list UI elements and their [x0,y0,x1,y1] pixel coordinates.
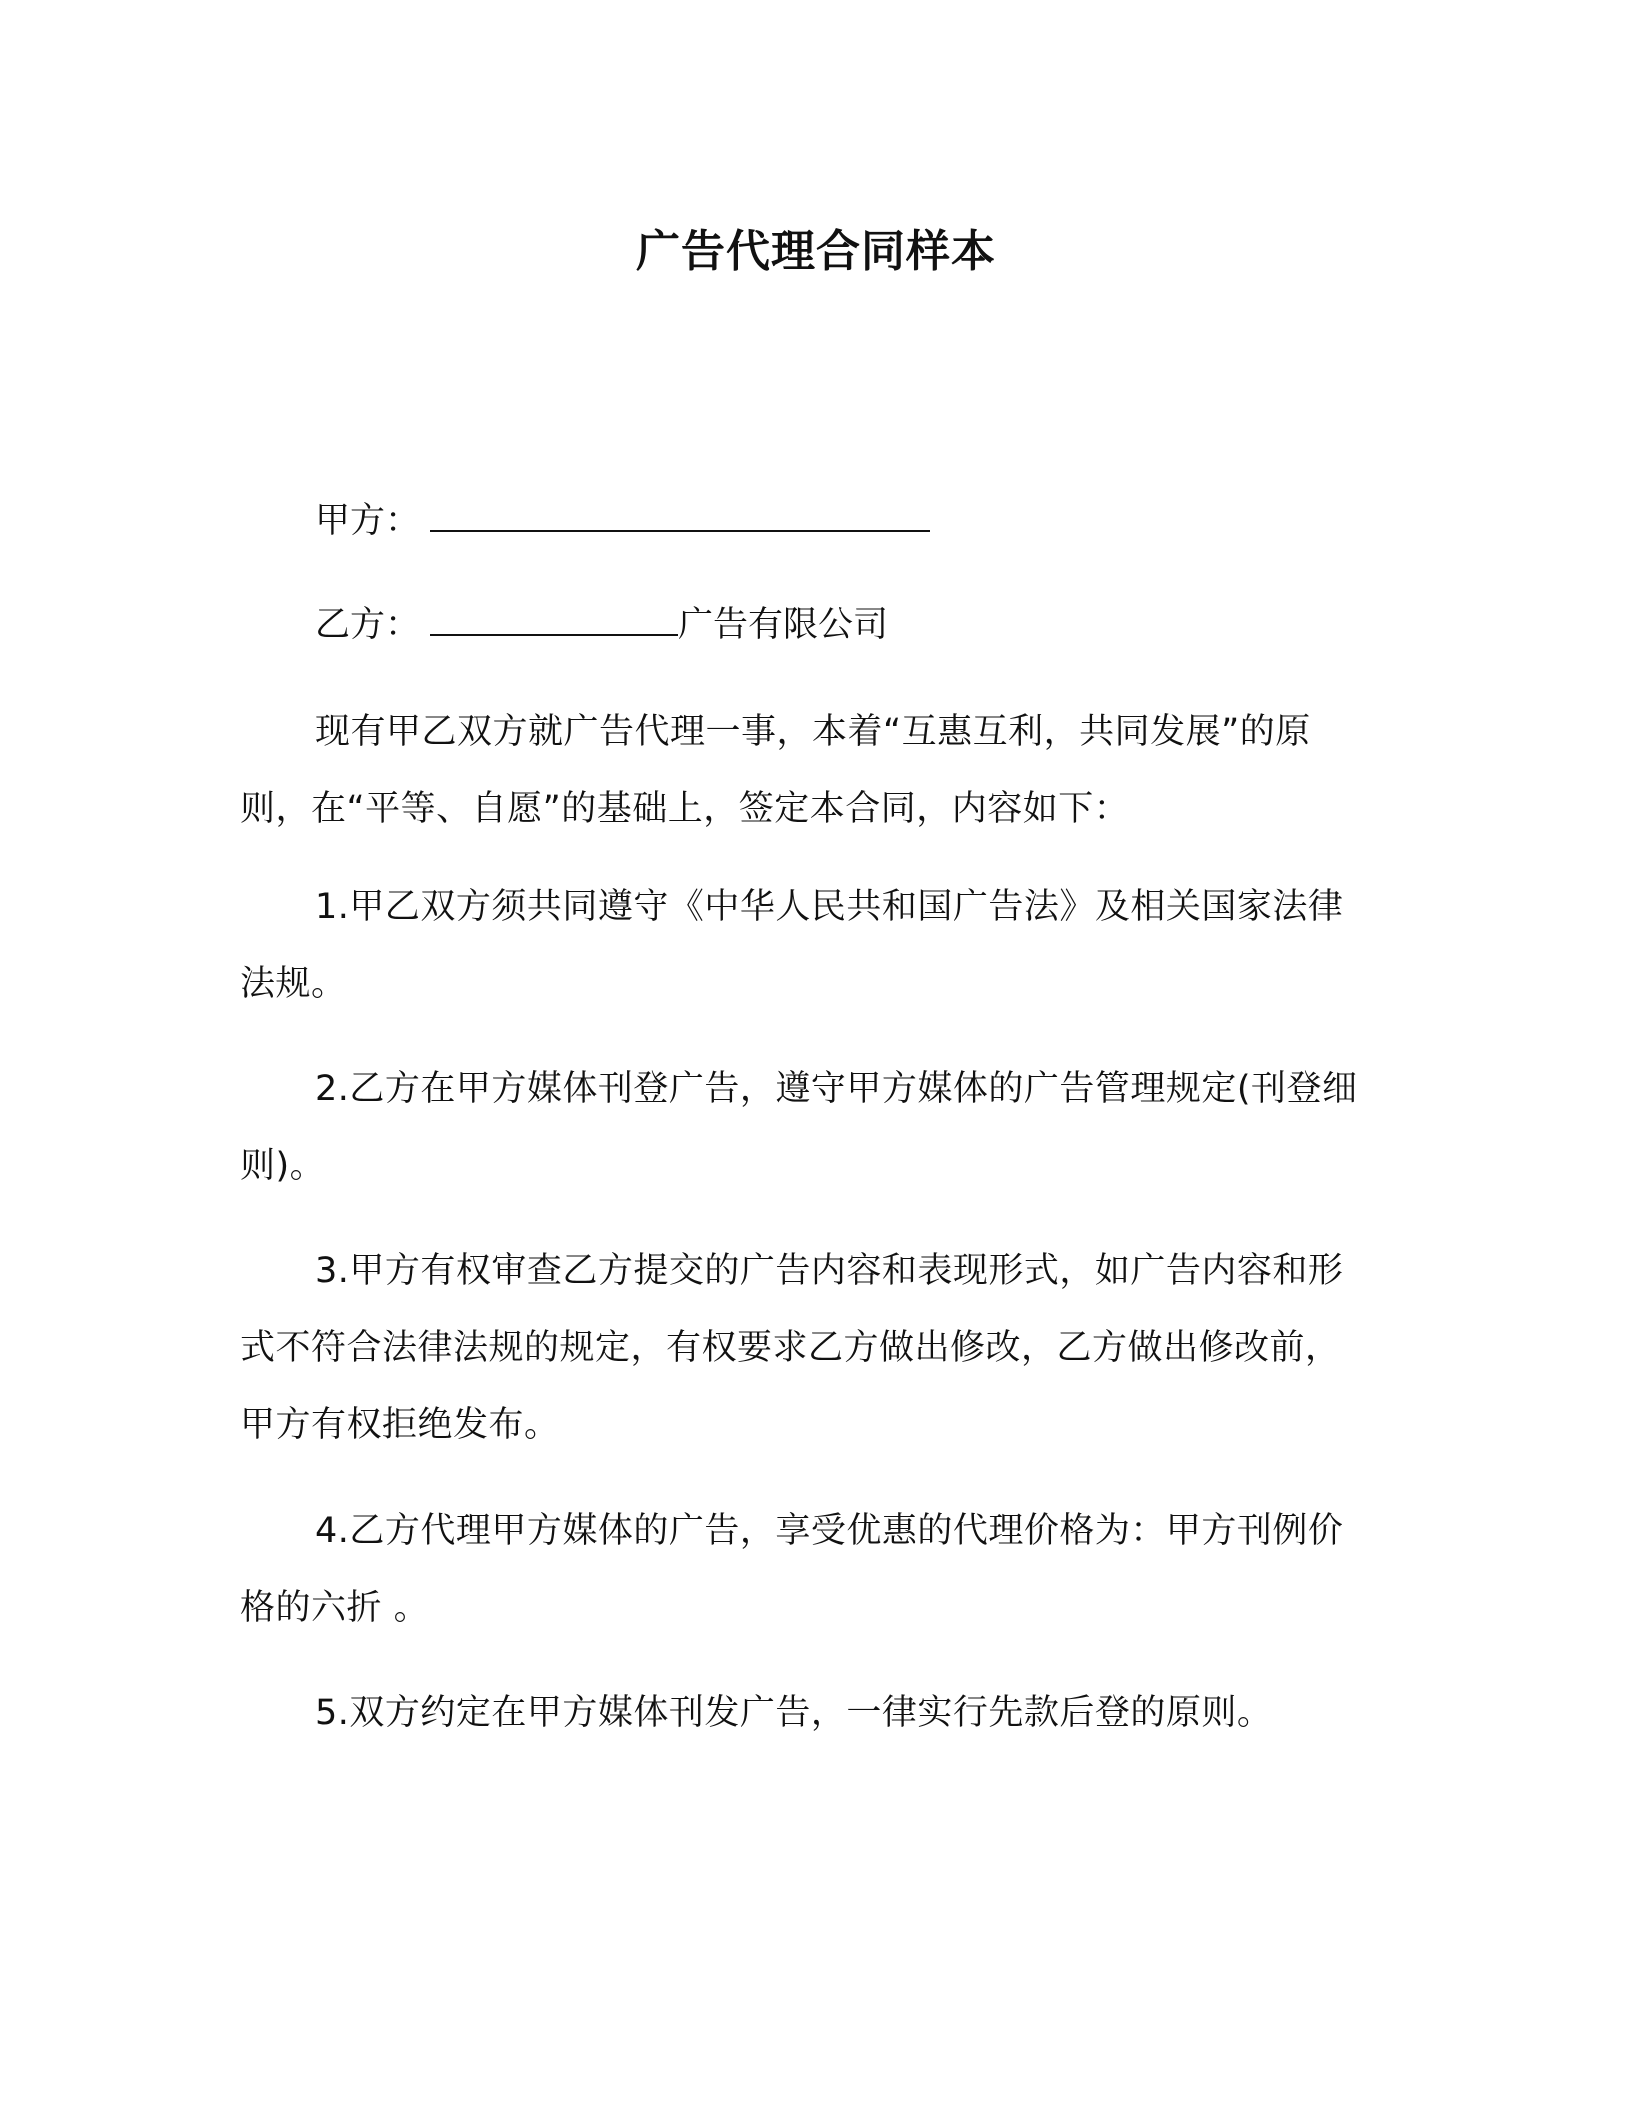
party-b-suffix: 广告有限公司 [678,605,889,645]
clause-3: 3.甲方有权审查乙方提交的广告内容和表现形式，如广告内容和形式不符合法律法规的规定，有权要求乙方做出修改，乙方做出修改前，甲方有权拒绝发布。 [240,1251,1344,1445]
party-a-label: 甲方： [315,501,421,541]
party-a-blank [430,498,930,532]
clause-2: 2.乙方在甲方媒体刊登广告，遵守甲方媒体的广告管理规定(刊登细则)。 [240,1069,1358,1186]
party-b-line [315,600,888,650]
clause-4: 4.乙方代理甲方媒体的广告，享受优惠的代理价格为：甲方刊例价格的六折 。 [240,1511,1344,1628]
clause-1: 1.甲乙双方须共同遵守《中华人民共和国广告法》及相关国家法律法规。 [240,887,1344,1004]
party-b-blank [430,602,678,636]
party-a-line [315,496,930,546]
party-b-label: 乙方： [315,605,421,645]
intro-paragraph: 现有甲乙双方就广告代理一事，本着“互惠互利，共同发展”的原则，在“平等、自愿”的基础上，签定本合同，内容如下： [240,712,1311,829]
clause-5: 5.双方约定在甲方媒体刊发广告，一律实行先款后登的原则。 [315,1693,1273,1733]
document-title: 广告代理合同样本 [636,226,996,277]
